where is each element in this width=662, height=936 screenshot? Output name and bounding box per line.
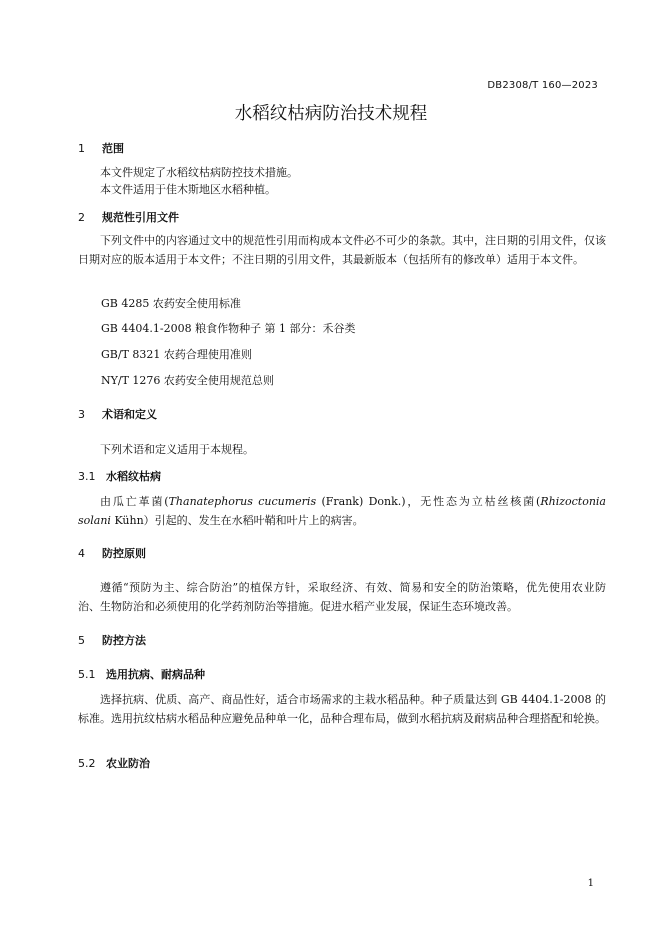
subsection-3-1-heading xyxy=(78,468,161,484)
subsection-number: 5.2 xyxy=(78,757,96,770)
paragraph: 遵循“预防为主、综合防治”的植保方针，采取经济、有效、简易和安全的防治策略，优先使用农业防治、生物防治和必须使用的化学药剂防治等措施。促进水稻产业发展，保证生态环境改善。 xyxy=(78,581,606,613)
section-2-heading xyxy=(78,209,179,225)
subsection-5-2-heading xyxy=(78,755,150,771)
reference-item: GB 4404.1-2008 粮食作物种子 第 1 部分：禾谷类 xyxy=(101,322,356,335)
section-title: 术语和定义 xyxy=(102,408,157,421)
section-3-heading xyxy=(78,406,157,422)
section-title: 防控方法 xyxy=(102,634,146,647)
reference-item: NY/T 1276 农药安全使用规范总则 xyxy=(101,374,274,387)
definition-paragraph: 由瓜亡革菌(Thanatephorus cucumeris (Frank) Donk.)，无性态为立枯丝核菌(Rhizoctonia solani Kühn）引起的、发生在水稻叶鞘和叶片上的病害。 xyxy=(78,495,606,527)
section-number: 5 xyxy=(78,634,85,647)
document-title: 水稻纹枯病防治技术规程 xyxy=(234,104,428,124)
page-number: 1 xyxy=(587,878,594,889)
latin-name: Thanatephorus cucumeris xyxy=(168,495,317,508)
subsection-title: 水稻纹枯病 xyxy=(106,470,161,483)
section-5-heading xyxy=(78,632,146,648)
section-number: 4 xyxy=(78,547,85,560)
paragraph: 本文件规定了水稻纹枯病防控技术措施。 xyxy=(100,166,298,179)
section-title: 规范性引用文件 xyxy=(102,211,179,224)
paragraph: 本文件适用于佳木斯地区水稻种植。 xyxy=(100,183,276,196)
section-title: 防控原则 xyxy=(102,547,146,560)
section-1-heading xyxy=(78,140,124,156)
paragraph: 下列文件中的内容通过文中的规范性引用而构成本文件必不可少的条款。其中，注日期的引用文件，仅该日期对应的版本适用于本文件；不注日期的引用文件，其最新版本（包括所有的修改单）适用于本文件。 xyxy=(78,234,606,266)
section-4-heading xyxy=(78,545,146,561)
section-number: 3 xyxy=(78,408,85,421)
section-number: 2 xyxy=(78,211,85,224)
subsection-number: 5.1 xyxy=(78,668,96,681)
subsection-title: 农业防治 xyxy=(106,757,150,770)
document-code: DB2308/T 160—2023 xyxy=(487,80,598,91)
subsection-number: 3.1 xyxy=(78,470,96,483)
paragraph: 选择抗病、优质、高产、商品性好，适合市场需求的主栽水稻品种。种子质量达到 GB 4404.1-2008 的标准。选用抗纹枯病水稻品种应避免品种单一化，品种合理布局，做到水稻抗病及耐病品种合理搭配和轮换。 xyxy=(78,693,606,725)
paragraph: 下列术语和定义适用于本规程。 xyxy=(100,443,254,456)
subsection-title: 选用抗病、耐病品种 xyxy=(106,668,205,681)
section-number: 1 xyxy=(78,142,85,155)
section-title: 范围 xyxy=(102,142,124,155)
reference-item: GB/T 8321 农药合理使用准则 xyxy=(101,348,252,361)
reference-item: GB 4285 农药安全使用标准 xyxy=(101,297,241,310)
latin-name: Rhizoctonia solani xyxy=(78,495,606,527)
subsection-5-1-heading xyxy=(78,666,205,682)
